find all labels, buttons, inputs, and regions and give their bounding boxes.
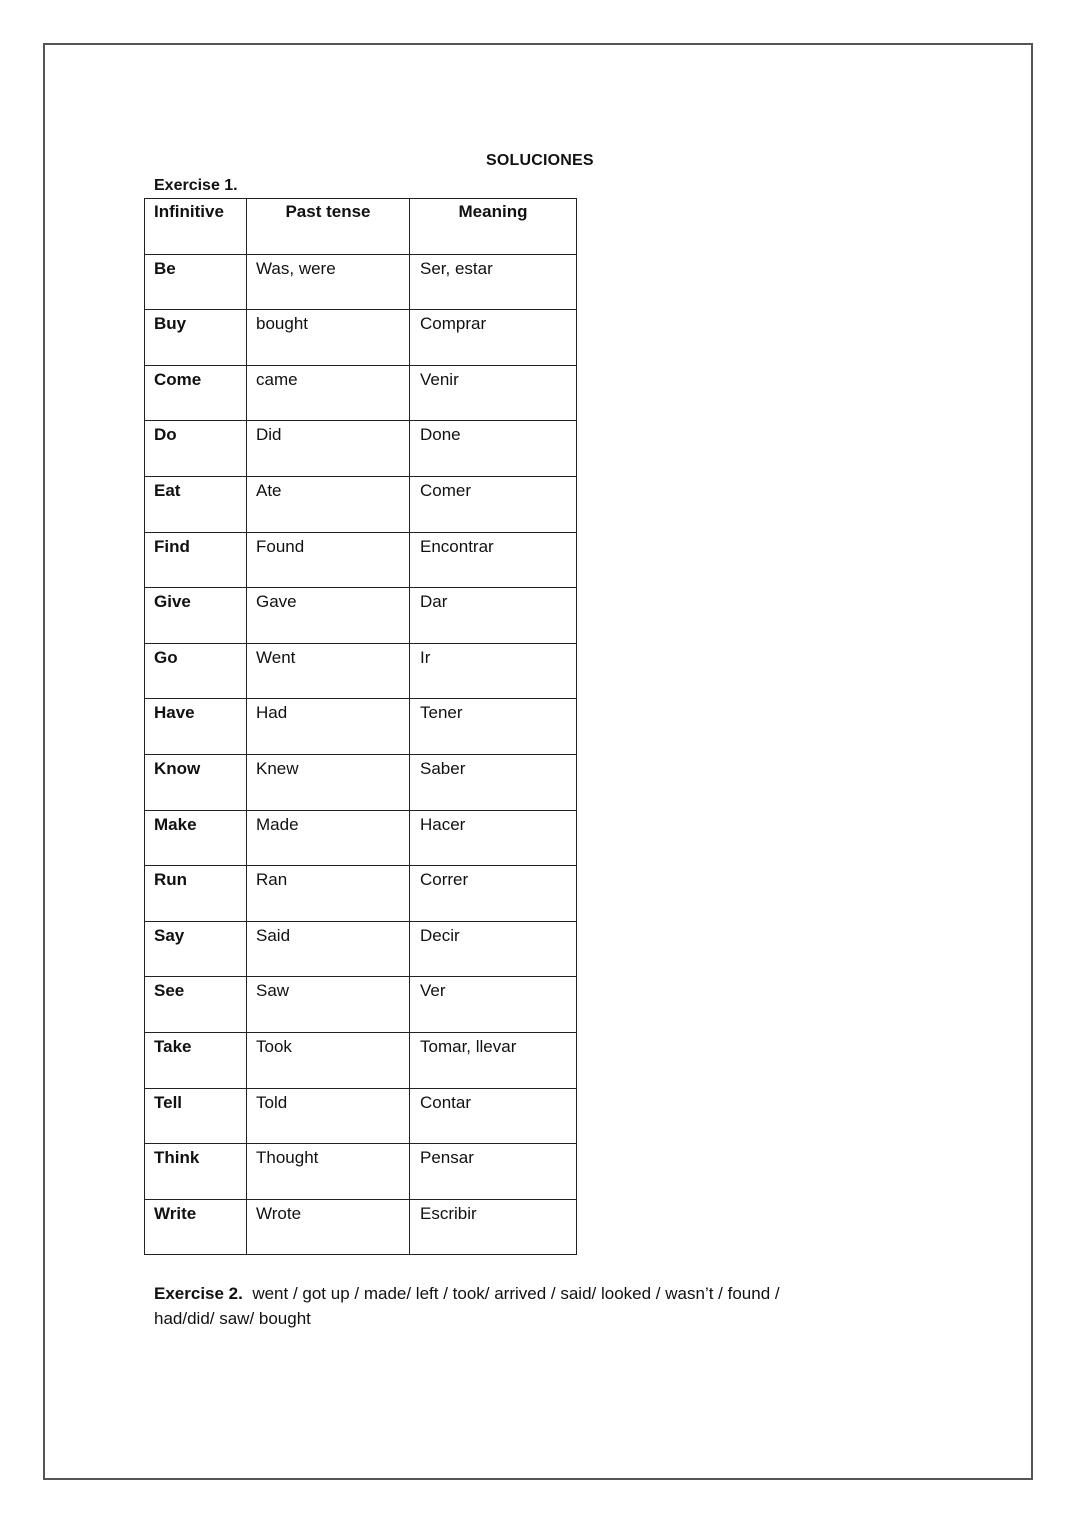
cell-meaning: Comer [410,476,577,532]
table-row [145,643,577,699]
header-meaning: Meaning [410,199,577,255]
table-row [145,699,577,755]
exercise-1-label: Exercise 1. [154,177,238,194]
table-row [145,1144,577,1200]
cell-meaning: Venir [410,365,577,421]
cell-past-tense: Said [247,921,410,977]
cell-meaning: Tomar, llevar [410,1032,577,1088]
table-row [145,1032,577,1088]
cell-past-tense: Ran [247,866,410,922]
cell-meaning: Decir [410,921,577,977]
cell-past-tense: Thought [247,1144,410,1200]
table-row [145,1088,577,1144]
cell-infinitive: Think [145,1144,247,1200]
cell-meaning: Ver [410,977,577,1033]
cell-infinitive: Take [145,1032,247,1088]
cell-past-tense: Told [247,1088,410,1144]
cell-infinitive: Say [145,921,247,977]
cell-meaning: Hacer [410,810,577,866]
cell-infinitive: Write [145,1199,247,1255]
header-infinitive: Infinitive [145,199,247,255]
cell-meaning: Ser, estar [410,254,577,310]
table-row [145,588,577,644]
cell-past-tense: Wrote [247,1199,410,1255]
table-row [145,866,577,922]
table-row [145,1199,577,1255]
table-row [145,921,577,977]
cell-meaning: Dar [410,588,577,644]
cell-infinitive: Run [145,866,247,922]
exercise-2-answers-line2: had/did/ saw/ bought [154,1309,311,1328]
cell-meaning: Ir [410,643,577,699]
cell-infinitive: Find [145,532,247,588]
table-row [145,754,577,810]
table-row [145,810,577,866]
cell-meaning: Done [410,421,577,477]
cell-infinitive: Do [145,421,247,477]
cell-meaning: Escribir [410,1199,577,1255]
cell-infinitive: Tell [145,1088,247,1144]
cell-past-tense: Took [247,1032,410,1088]
cell-infinitive: Be [145,254,247,310]
table-row [145,365,577,421]
cell-past-tense: Did [247,421,410,477]
table-row [145,421,577,477]
cell-past-tense: Was, were [247,254,410,310]
table-row [145,476,577,532]
cell-past-tense: Knew [247,754,410,810]
cell-past-tense: Ate [247,476,410,532]
cell-meaning: Saber [410,754,577,810]
cell-infinitive: Have [145,699,247,755]
exercise-2 [154,1281,874,1331]
exercise-2-answers-line1: went / got up / made/ left / took/ arrived / said/ looked / wasn’t / found / [252,1284,780,1303]
cell-meaning: Pensar [410,1144,577,1200]
cell-infinitive: Come [145,365,247,421]
cell-past-tense: Saw [247,977,410,1033]
cell-meaning: Contar [410,1088,577,1144]
page-title: SOLUCIONES [486,152,594,169]
cell-meaning: Tener [410,699,577,755]
table-row [145,977,577,1033]
table-row [145,532,577,588]
cell-past-tense: came [247,365,410,421]
cell-meaning: Encontrar [410,532,577,588]
table-row [145,310,577,366]
cell-past-tense: Made [247,810,410,866]
verbs-table [144,198,577,1255]
cell-past-tense: Gave [247,588,410,644]
cell-past-tense: Had [247,699,410,755]
table-body [145,254,577,1255]
table-row [145,254,577,310]
cell-infinitive: See [145,977,247,1033]
cell-infinitive: Know [145,754,247,810]
cell-past-tense: Went [247,643,410,699]
cell-meaning: Comprar [410,310,577,366]
table-header-row [145,199,577,255]
cell-meaning: Correr [410,866,577,922]
header-past-tense: Past tense [247,199,410,255]
cell-past-tense: bought [247,310,410,366]
cell-infinitive: Give [145,588,247,644]
cell-infinitive: Eat [145,476,247,532]
cell-infinitive: Make [145,810,247,866]
cell-infinitive: Buy [145,310,247,366]
exercise-2-label: Exercise 2. [154,1284,243,1303]
cell-past-tense: Found [247,532,410,588]
cell-infinitive: Go [145,643,247,699]
